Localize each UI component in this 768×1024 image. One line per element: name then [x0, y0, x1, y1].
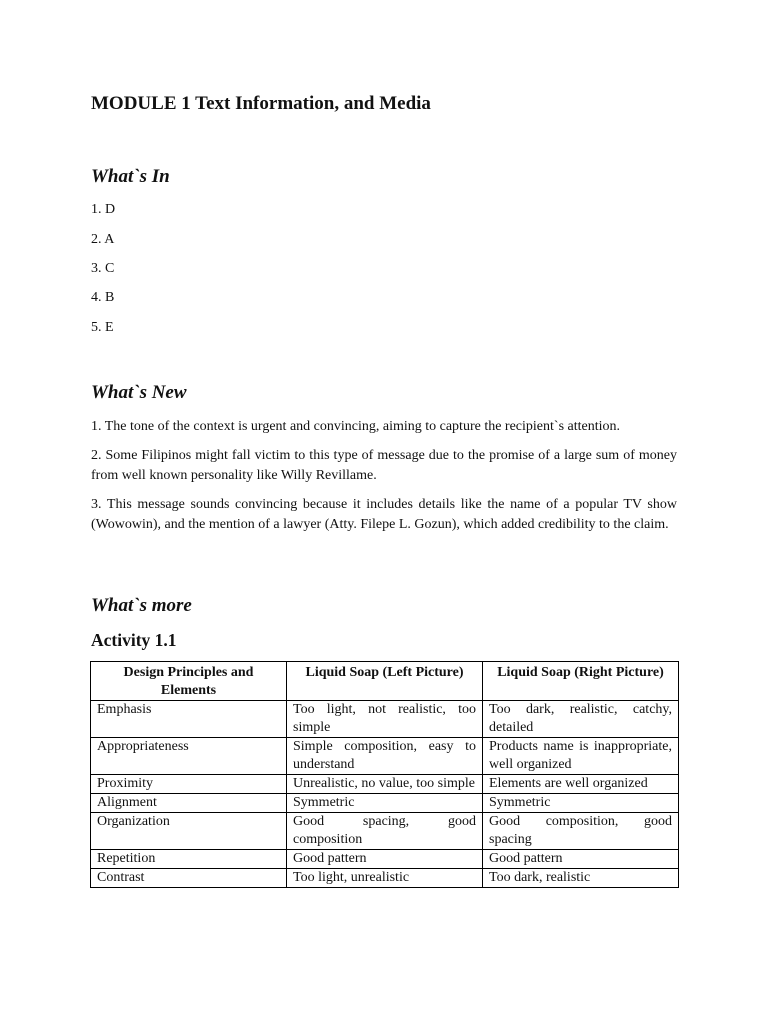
answer-item: 1. D: [91, 202, 116, 217]
column-header: Design Principles and Elements: [91, 662, 287, 701]
table-cell: Symmetric: [483, 794, 679, 813]
table-row: [91, 775, 679, 794]
table-cell: Emphasis: [91, 701, 287, 738]
table-header-row: [91, 662, 679, 701]
table-cell: Good spacing, good composition: [287, 813, 483, 850]
table-cell: Too light, unrealistic: [287, 869, 483, 888]
table-row: [91, 701, 679, 738]
table-cell: Good pattern: [287, 850, 483, 869]
table-row: [91, 813, 679, 850]
module-title: MODULE 1 Text Information, and Media: [91, 93, 431, 114]
table-cell: Unrealistic, no value, too simple: [287, 775, 483, 794]
table-cell: Good pattern: [483, 850, 679, 869]
table-cell: Appropriateness: [91, 738, 287, 775]
whats-in-heading: What`s In: [91, 166, 170, 187]
table-cell: Organization: [91, 813, 287, 850]
column-header: Liquid Soap (Left Picture): [287, 662, 483, 701]
table-row: [91, 850, 679, 869]
table-row: [91, 794, 679, 813]
activity-heading: Activity 1.1: [91, 630, 177, 650]
answer-item: 3. C: [91, 261, 115, 276]
table-row: [91, 738, 679, 775]
whats-more-heading: What`s more: [91, 595, 192, 616]
table-cell: Elements are well organized: [483, 775, 679, 794]
table-cell: Repetition: [91, 850, 287, 869]
whats-new-paragraph: 2. Some Filipinos might fall victim to this type of message due to the promise of a large sum of money from well known personality like Willy Revillame.: [91, 448, 677, 483]
table-cell: Proximity: [91, 775, 287, 794]
table-cell: Too dark, realistic: [483, 869, 679, 888]
table-cell: Simple composition, easy to understand: [287, 738, 483, 775]
answer-item: 2. A: [91, 232, 115, 247]
table-cell: Alignment: [91, 794, 287, 813]
column-header: Liquid Soap (Right Picture): [483, 662, 679, 701]
table-cell: Contrast: [91, 869, 287, 888]
design-principles-table: [90, 661, 679, 888]
table-cell: Good composition, good spacing: [483, 813, 679, 850]
table-cell: Symmetric: [287, 794, 483, 813]
table-cell: Products name is inappropriate, well organized: [483, 738, 679, 775]
whats-new-heading: What`s New: [91, 382, 187, 403]
table-cell: Too light, not realistic, too simple: [287, 701, 483, 738]
table-row: [91, 869, 679, 888]
whats-new-paragraph: 3. This message sounds convincing because it includes details like the name of a popular TV show (Wowowin), and the mention of a lawyer (Atty. Filepe L. Gozun), which added credibility to the claim.: [91, 497, 677, 532]
answer-item: 4. B: [91, 290, 115, 305]
answer-item: 5. E: [91, 320, 114, 335]
whats-new-paragraph: 1. The tone of the context is urgent and convincing, aiming to capture the recipient`s attention.: [91, 419, 620, 434]
table-cell: Too dark, realistic, catchy, detailed: [483, 701, 679, 738]
